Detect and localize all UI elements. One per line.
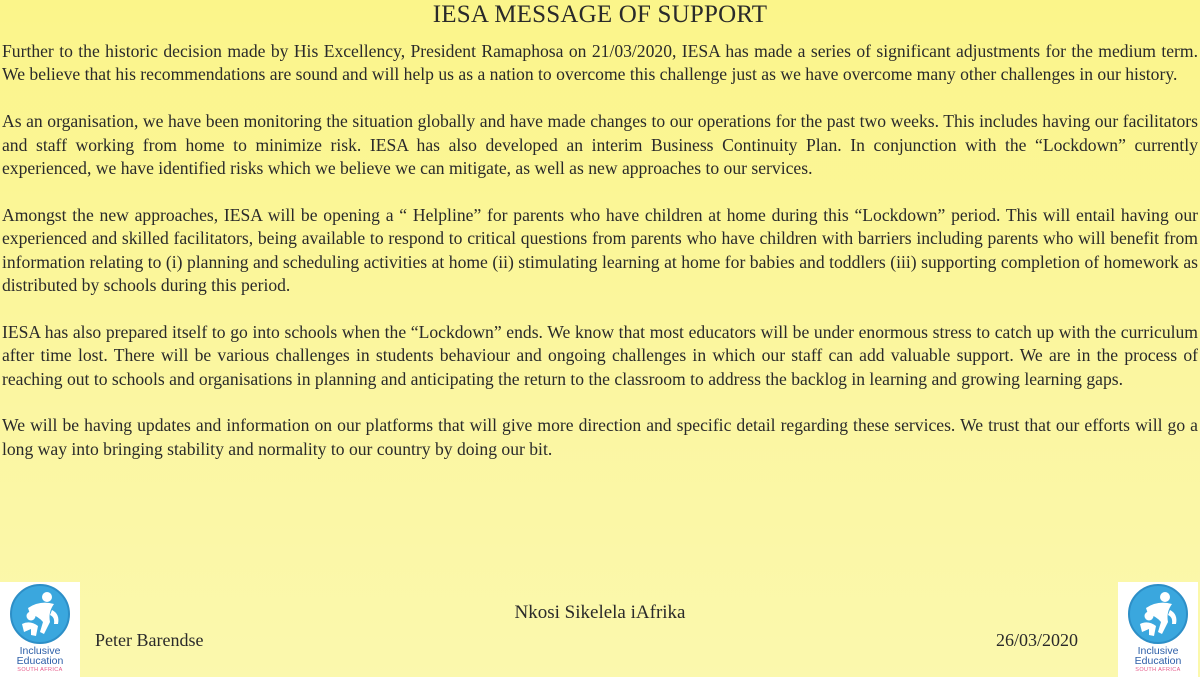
paragraph-2: As an organisation, we have been monitoring the situation globally and have made changes to our operations for the past two weeks. This includes having our facilitators and staff working from home to minimize risk. IESA has also developed an interim Business Continuity Plan. In conjunction with the “Lockdown” currently experienced, we have identified risks which we believe we can mitigate, as well as new approaches to our services. (2, 111, 1198, 179)
paragraph-1: Further to the historic decision made by His Excellency, President Ramaphosa on 21/03/2020, IESA has made a series of significant adjustments for the medium term. We believe that his recommendations are sound and will help us as a nation to overcome this challenge just as we have overcome many other challenges in our history. (2, 41, 1198, 85)
page-title: IESA MESSAGE OF SUPPORT (432, 1, 768, 28)
closing-line: Nkosi Sikelela iAfrika (514, 602, 686, 623)
logo-text-education: Education (16, 655, 64, 667)
signature-name: Peter Barendse (95, 630, 204, 650)
logo-text-south-africa: SOUTH AFRICA (1135, 667, 1181, 673)
logo-text-inclusive: Inclusive (19, 645, 61, 657)
paragraph-4: IESA has also prepared itself to go into schools when the “Lockdown” ends. We know that most educators will be under enormous stress to catch up with the curriculum after time lost. There will be various challenges in students behaviour and ongoing challenges in which our staff can add valuable support. We are in the process of reaching out to schools and organisations in planning and anticipating the return to the classroom to address the backlog in learning and growing learning gaps. (2, 321, 1198, 389)
paragraph-3: Amongst the new approaches, IESA will be opening a “ Helpline” for parents who have children at home during this “Lockdown” period. This will entail having our experienced and skilled facilitators, being available to respond to critical questions from parents who have children with barriers including parents who will benefit from information relating to (i) planning and scheduling activities at home (ii) stimulating learning at home for babies and toddlers (iii) supporting completion of homework as distributed by schools during this period. (2, 204, 1198, 296)
paragraph-5: We will be having updates and information on our platforms that will give more direction and specific detail regarding these services. We trust that our efforts will go a long way into bringing stability and normality to our country by doing our bit. (2, 415, 1198, 459)
logo-text-south-africa: SOUTH AFRICA (17, 667, 63, 673)
iesa-logo-left (0, 582, 80, 677)
message-body (2, 40, 1198, 485)
iesa-logo-right (1118, 582, 1198, 677)
logo-text-inclusive: Inclusive (1137, 645, 1179, 657)
document-date: 26/03/2020 (996, 630, 1079, 650)
logo-text-education: Education (1134, 655, 1182, 667)
